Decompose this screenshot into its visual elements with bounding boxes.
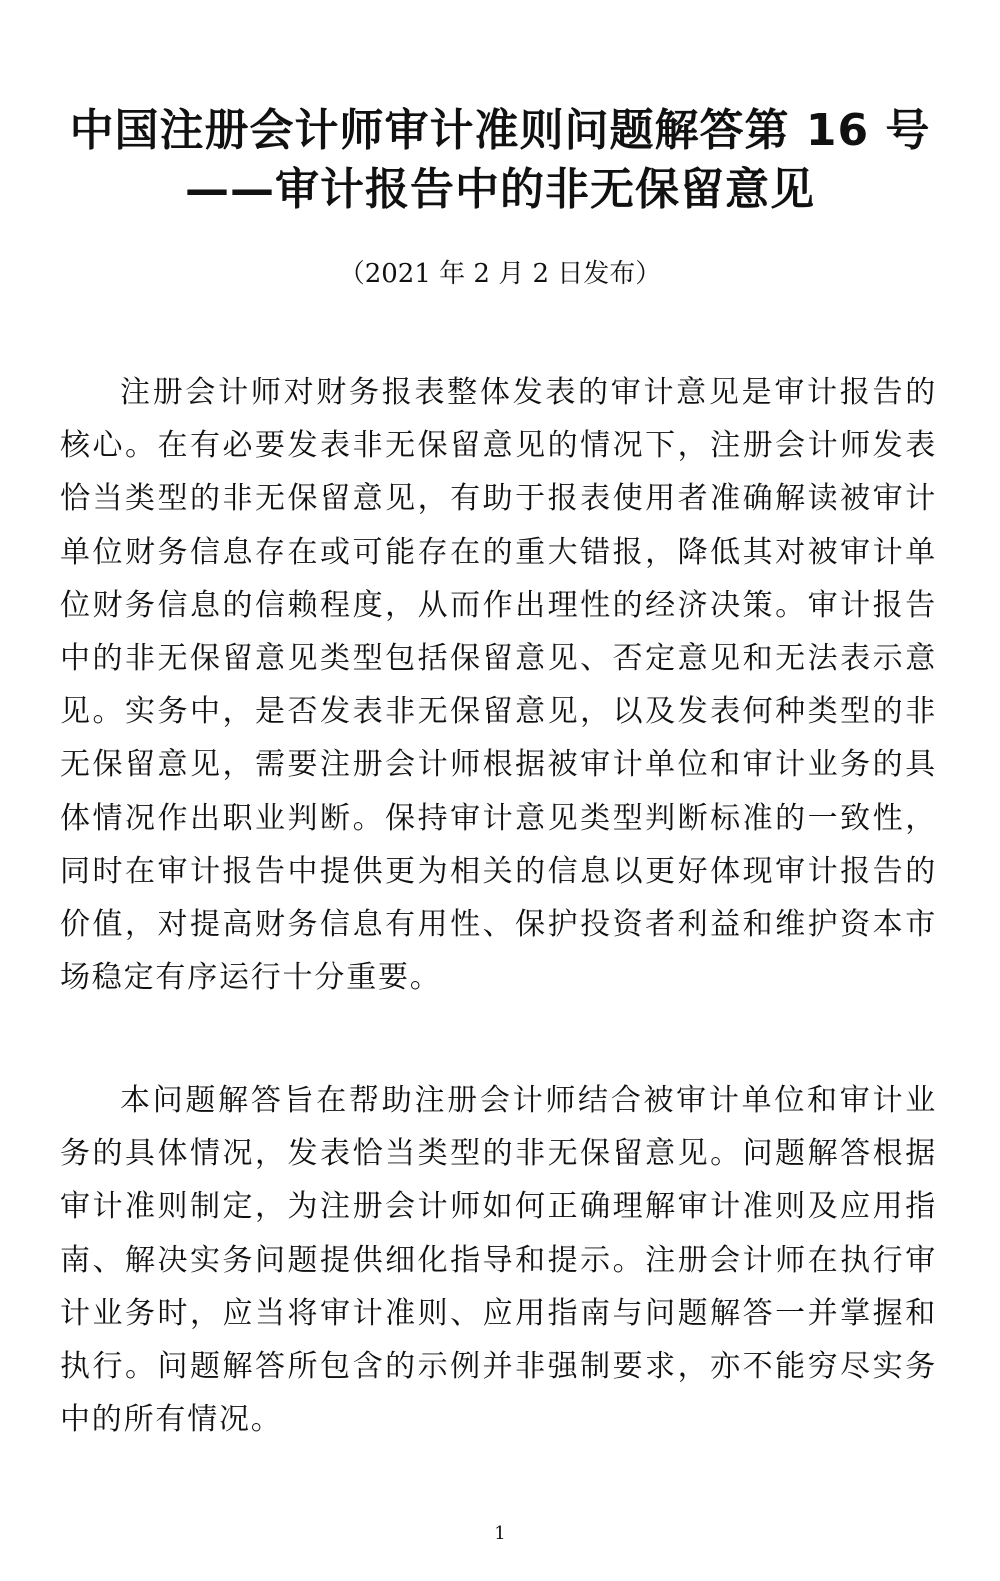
body-paragraph-1: 注册会计师对财务报表整体发表的审计意见是审计报告的核心。在有必要发表非无保留意见的情况下，注册会计师发表恰当类型的非无保留意见，有助于报表使用者准确解读被审计单位财务信息存在或可能存在的重大错报，降低其对被审计单位财务信息的信赖程度，从而作出理性的经济决策。审计报告中的非无保留意见类型包括保留意见、否定意见和无法表示意见。实务中，是否发表非无保留意见，以及发表何种类型的非无保留意见，需要注册会计师根据被审计单位和审计业务的具体情况作出职业判断。保持审计意见类型判断标准的一致性，同时在审计报告中提供更为相关的信息以更好体现审计报告的价值，对提高财务信息有用性、保护投资者利益和维护资本市场稳定有序运行十分重要。 (60, 375, 937, 996)
body-paragraph-2: 本问题解答旨在帮助注册会计师结合被审计单位和审计业务的具体情况，发表恰当类型的非无保留意见。问题解答根据审计准则制定，为注册会计师如何正确理解审计准则及应用指南、解决实务问题提供细化指导和提示。注册会计师在执行审计业务时，应当将审计准则、应用指南与问题解答一并掌握和执行。问题解答所包含的示例并非强制要求，亦不能穷尽实务中的所有情况。 (60, 1083, 937, 1438)
publish-date: （2021 年 2 月 2 日发布） (338, 259, 662, 289)
document-title-line-1: 中国注册会计师审计准则问题解答第 16 号 (69, 105, 931, 156)
page-number: 1 (494, 1523, 506, 1544)
document-title-line-2: ——审计报告中的非无保留意见 (185, 164, 815, 215)
